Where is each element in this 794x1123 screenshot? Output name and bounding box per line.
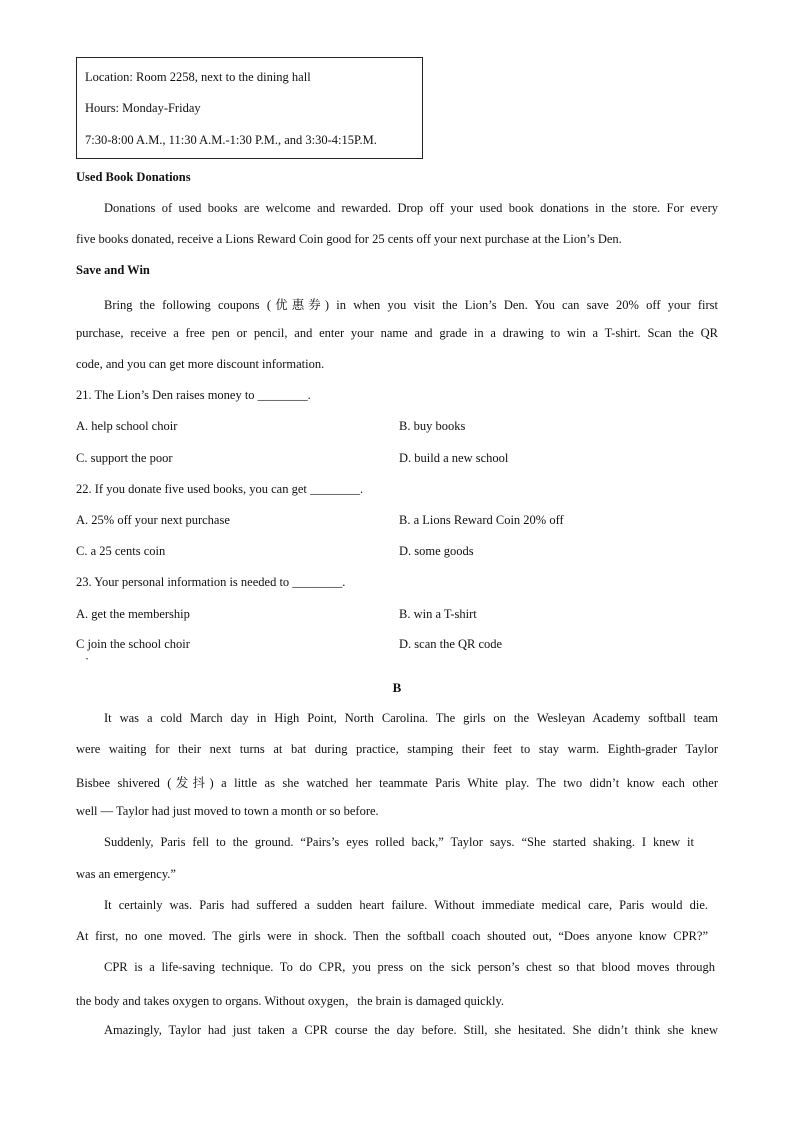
passage-line-6: was an emergency.” [76,867,176,881]
question-21-option-d: D. build a new school [399,451,509,465]
question-21-option-a: A. help school choir [76,419,178,433]
save-win-line-3: code, and you can get more discount information. [76,357,325,371]
question-23-option-a: A. get the membership [76,607,190,621]
question-23-stem: 23. Your personal information is needed to ________. [76,575,346,589]
section-b-label: B [392,680,402,695]
hours-line: Hours: Monday-Friday [85,101,201,115]
question-23-option-b: B. win a T-shirt [399,607,477,621]
passage-line-7: It certainly was. Paris had suffered a sudden heart failure. Without immediate medical care, Paris would die. [104,898,708,912]
donations-line-1: Donations of used books are welcome and rewarded. Drop off your used book donations in the store. For every [104,201,718,215]
save-win-line-2: purchase, receive a free pen or pencil, and enter your name and grade in a drawing to win a T-shirt. Scan the QR [76,326,718,340]
passage-line-5: Suddenly, Paris fell to the ground. “Pairs’s eyes rolled back,” Taylor says. “She started shaking. I knew it [104,835,694,849]
passage-line-4: well — Taylor had just moved to town a month or so before. [76,804,379,818]
question-22-stem: 22. If you donate five used books, you can get ________. [76,482,364,496]
donations-heading: Used Book Donations [76,170,191,184]
question-22-option-a: A. 25% off your next purchase [76,513,230,527]
question-22-option-c: C. a 25 cents coin [76,544,166,558]
passage-line-9: CPR is a life-saving technique. To do CPR, you press on the sick person’s chest so that blood moves through [104,960,715,974]
donations-line-2: five books donated, receive a Lions Reward Coin good for 25 cents off your next purchase at the Lion’s Den. [76,232,622,246]
passage-line-8: At first, no one moved. The girls were in shock. Then the softball coach shouted out, “Does anyone know CPR?” [76,929,708,943]
location-line: Location: Room 2258, next to the dining hall [85,70,311,84]
question-23-option-c: C join the school choir [76,637,190,651]
passage-line-11: Amazingly, Taylor had just taken a CPR course the day before. Still, she hesitated. She didn’t think she knew [104,1023,718,1037]
question-21-option-c: C. support the poor [76,451,173,465]
passage-line-3: Bisbee shivered (发抖) a little as she watched her teammate Paris White play. The two didn’t know each other [76,776,718,790]
question-21-stem: 21. The Lion’s Den raises money to ________. [76,388,311,402]
question-22-option-b: B. a Lions Reward Coin 20% off [399,513,564,527]
info-box [76,57,423,159]
question-21-option-b: B. buy books [399,419,466,433]
times-line: 7:30-8:00 A.M., 11:30 A.M.-1:30 P.M., and 3:30-4:15P.M. [85,133,377,147]
passage-line-10: the body and takes oxygen to organs. Without oxygen，the brain is damaged quickly. [76,994,505,1008]
save-win-heading: Save and Win [76,263,150,277]
question-22-option-d: D. some goods [399,544,474,558]
question-23-option-d: D. scan the QR code [399,637,503,651]
passage-line-2: were waiting for their next turns at bat during practice, stamping their feet to stay warm. Eighth-grader Taylor [76,742,718,756]
save-win-line-1: Bring the following coupons (优惠券) in when you visit the Lion’s Den. You can save 20% off your first [104,298,718,312]
passage-line-1: It was a cold March day in High Point, North Carolina. The girls on the Wesleyan Academy softball team [104,711,718,725]
stray-dot-mark: • [86,657,89,663]
